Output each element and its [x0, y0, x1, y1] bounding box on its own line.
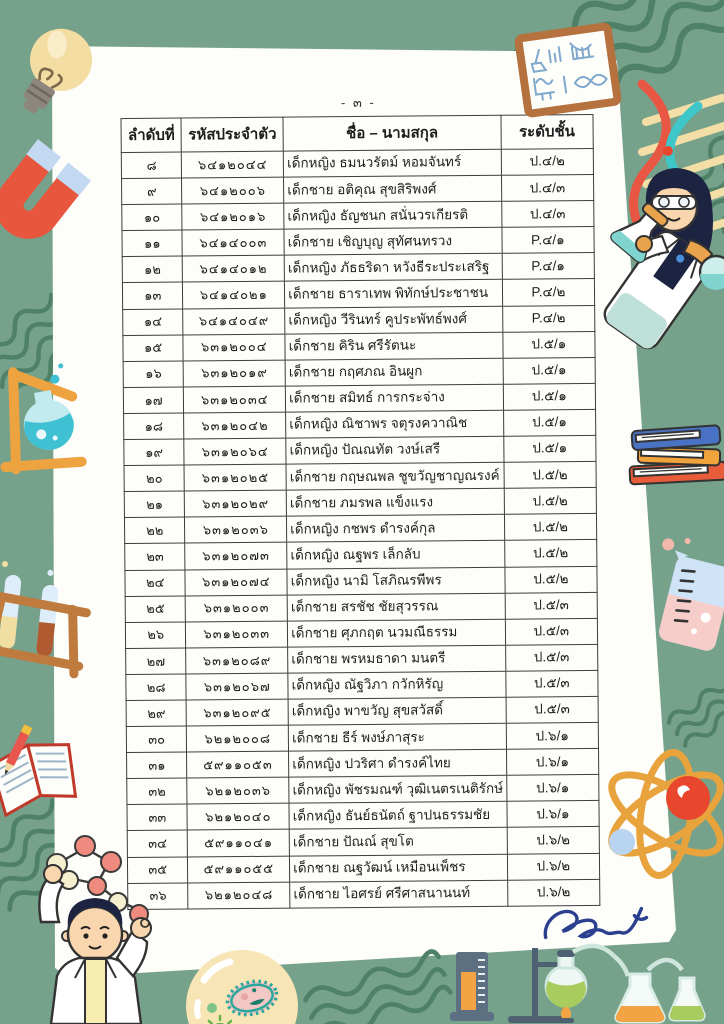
test-tube-rack-icon: [0, 551, 98, 677]
cell-index: ๒๒: [124, 517, 185, 544]
cell-grade: ป.๕/๒: [504, 488, 596, 515]
cell-student-name: เด็กหญิง พัชรมณฑ์ วุฒิเนตรเนติรักษ์: [289, 775, 507, 803]
cell-grade: ป.๕/๓: [506, 696, 598, 723]
table-row: [125, 618, 597, 648]
cell-student-id: ๖๔๑๒๐๑๖: [182, 203, 284, 230]
cell-index: ๒๕: [125, 596, 186, 623]
cell-grade: ป.๕/๑: [504, 435, 596, 462]
cell-student-name: เด็กชาย อติคุณ สุขสิริพงศ์: [284, 175, 502, 203]
cell-student-name: เด็กชาย ปัณณ์ สุขโต: [289, 828, 507, 856]
cell-student-id: ๖๔๑๒๐๐๖: [182, 177, 284, 204]
table-header-row: [121, 114, 593, 152]
book-stack-icon: [624, 416, 724, 490]
cell-index: ๒๓: [125, 543, 186, 570]
cell-student-id: ๖๓๑๒๐๒๕: [184, 464, 286, 491]
cell-student-id: ๖๓๑๒๐๐๔: [183, 334, 285, 361]
cell-student-id: ๕๙๑๑๐๕๕: [188, 856, 290, 883]
cell-student-id: ๖๔๑๔๐๐๓: [182, 229, 284, 256]
cell-grade: ป.๔/๓: [501, 175, 593, 202]
cell-index: ๒๘: [126, 674, 187, 701]
cell-student-name: เด็กหญิง ภัธธริดา หวังธีระประเสริฐ: [284, 254, 502, 282]
table-row: [125, 592, 597, 622]
cell-index: ๑๑: [122, 230, 183, 257]
cell-index: ๑๙: [124, 439, 185, 466]
cell-index: ๓๓: [127, 804, 188, 831]
cell-grade: ป.๕/๒: [504, 462, 596, 489]
female-scientist-icon: [604, 144, 724, 366]
cell-student-id: ๖๓๑๒๐๔๒: [184, 412, 286, 439]
cell-grade: P.๔/๑: [502, 227, 594, 254]
cell-student-id: ๖๓๑๒๐๓๔: [184, 386, 286, 413]
cell-student-name: เด็กชาย ณฐวัฒน์ เหมือนเพ็ชร: [290, 854, 508, 882]
table-row: [122, 201, 594, 231]
cell-index: ๒๔: [125, 570, 186, 597]
cell-student-name: เด็กชาย ธาราเทพ พิทักษ์ประชาชน: [285, 280, 503, 308]
cell-index: ๓๔: [127, 830, 188, 857]
cell-index: ๑๒: [122, 256, 183, 283]
cell-index: ๓๒: [127, 778, 188, 805]
cell-index: ๒๙: [126, 700, 187, 727]
cell-grade: P.๔/๒: [502, 279, 594, 306]
cell-student-name: เด็กชาย ภมรพล แข็งแรง: [286, 488, 504, 516]
atom-icon: [596, 736, 724, 892]
cell-grade: ป.๖/๑: [506, 749, 598, 776]
cell-student-id: ๖๓๑๒๐๗๓: [185, 543, 287, 570]
cell-student-id: ๖๔๑๔๐๒๑: [183, 282, 285, 309]
chemistry-lab-set-icon: [444, 948, 706, 1024]
cell-student-name: เด็กชาย สมิทธ์ การกระจ่าง: [285, 384, 503, 412]
cell-grade: ป.๕/๓: [505, 592, 597, 619]
cell-student-name: เด็กหญิง นามิ โสภิณรพีพร: [287, 567, 505, 595]
cell-index: ๑๘: [124, 413, 185, 440]
cell-grade: ป.๖/๒: [507, 827, 599, 854]
cell-student-name: เด็กหญิง กชพร ดำรงค์กุล: [287, 515, 505, 543]
table-row: [122, 279, 594, 309]
cell-student-name: เด็กหญิง ปวริศา ดำรงค์ไทย: [289, 749, 507, 777]
table-row: [126, 644, 598, 674]
cell-student-id: ๖๓๑๒๐๓๓: [186, 621, 288, 648]
cell-student-name: เด็กหญิง ธัญชนก สนั่นวรเกียรติ: [284, 201, 502, 229]
cell-student-name: เด็กชาย กฤษณพล ชูขวัญชาญณรงค์: [286, 462, 504, 490]
cell-student-name: เด็กชาย พรหมธาดา มนตรี: [288, 645, 506, 673]
table-row: [124, 462, 596, 492]
table-row: [123, 383, 595, 413]
cell-student-id: ๖๓๑๒๐๐๓: [186, 595, 288, 622]
table-row: [125, 540, 597, 570]
cell-student-name: เด็กหญิง พาขวัญ สุขสวัสดิ์: [288, 697, 506, 725]
cell-index: ๑๗: [123, 387, 184, 414]
table-row: [123, 357, 595, 387]
table-row: [126, 696, 598, 726]
cell-student-name: เด็กชาย ธีร์ พงษ์ภาสุระ: [288, 723, 506, 751]
table-row: [124, 514, 596, 544]
cell-index: ๒๑: [124, 491, 185, 518]
table-row: [121, 148, 593, 178]
cell-grade: ป.๕/๓: [505, 618, 597, 645]
table-row: [124, 488, 596, 518]
cell-index: ๘: [121, 152, 182, 179]
table-row: [127, 775, 599, 805]
cell-student-name: เด็กชาย คิริน ศรีรัตนะ: [285, 332, 503, 360]
cell-student-id: ๖๒๑๒๐๓๖: [187, 777, 289, 804]
cell-index: ๒๐: [124, 465, 185, 492]
cell-grade: ป.๔/๒: [501, 148, 593, 175]
cell-student-id: ๖๔๑๒๐๔๔: [182, 151, 284, 178]
cell-index: ๓๐: [126, 726, 187, 753]
cell-student-name: เด็กชาย สรชัช ชัยสุวรรณ: [287, 593, 505, 621]
cell-grade: ป.๕/๒: [504, 514, 596, 541]
cell-grade: ป.๖/๑: [507, 801, 599, 828]
cell-student-name: เด็กหญิง ธันย์ธนัตถ์ ฐาปนธรรมชัย: [289, 802, 507, 830]
table-row: [122, 227, 594, 257]
table-row: [127, 801, 599, 831]
student-table-body: [121, 148, 600, 909]
cell-index: ๒๗: [126, 648, 187, 675]
cell-index: ๑๓: [122, 283, 183, 310]
cell-grade: ป.๕/๑: [503, 331, 595, 358]
cell-student-id: ๖๓๑๒๐๑๙: [184, 360, 286, 387]
table-row: [125, 566, 597, 596]
cell-index: ๓๕: [127, 857, 188, 884]
cell-grade: ป.๕/๑: [503, 383, 595, 410]
cell-student-name: เด็กชาย เชิญบุญ สุทัศนทรวง: [284, 228, 502, 256]
cell-student-name: เด็กชาย ศุภกฤต นวมณีธรรม: [288, 619, 506, 647]
cell-index: ๙: [122, 178, 183, 205]
cell-student-name: เด็กชาย กฤศภณ อินผูก: [285, 358, 503, 386]
page-number: - ๓ -: [340, 94, 376, 111]
cell-student-id: ๖๓๑๒๐๖๗: [186, 673, 288, 700]
cell-student-name: เด็กหญิง วีรินทร์ คูประพัทธ์พงศ์: [285, 306, 503, 334]
cell-student-id: ๕๙๑๑๐๔๑: [188, 830, 290, 857]
cell-student-id: ๖๔๑๔๐๔๙: [183, 308, 285, 335]
col-header-grade: ระดับชั้น: [501, 114, 594, 149]
student-table: [120, 114, 600, 910]
cell-grade: ป.๖/๑: [506, 722, 598, 749]
cell-student-id: ๖๓๑๒๐๓๖: [185, 516, 287, 543]
science-whiteboard-icon: [514, 22, 623, 119]
cell-index: ๑๐: [122, 204, 183, 231]
cell-grade: ป.๕/๑: [503, 409, 595, 436]
table-row: [127, 749, 599, 779]
table-row: [124, 409, 596, 439]
cell-student-id: ๖๓๑๒๐๒๙: [185, 490, 287, 517]
cell-student-id: ๖๒๑๒๐๔๘: [188, 882, 290, 909]
cell-student-id: ๖๒๑๒๐๐๘: [187, 725, 289, 752]
cell-grade: ป.๖/๒: [507, 879, 599, 906]
table-row: [122, 175, 594, 205]
cell-student-name: เด็กหญิง ปัณณทัต วงษ์เสรี: [286, 436, 504, 464]
col-header-student-id: รหัสประจำตัว: [181, 117, 283, 152]
table-row: [123, 331, 595, 361]
cell-student-name: เด็กหญิง ธมนวรัตม์ หอมจันทร์: [283, 149, 501, 177]
cell-grade: P.๔/๒: [502, 305, 594, 332]
cell-student-name: เด็กหญิง ณิชาพร จตุรงควาณิช: [286, 410, 504, 438]
cell-student-id: ๖๔๑๔๐๑๒: [183, 256, 285, 283]
col-header-name: ชื่อ – นามสกุล: [283, 115, 501, 151]
cell-index: ๑๕: [123, 335, 184, 362]
table-row: [126, 722, 598, 752]
cell-grade: ป.๕/๓: [506, 670, 598, 697]
cell-index: ๒๖: [125, 622, 186, 649]
cell-grade: ป.๕/๒: [504, 540, 596, 567]
cell-student-id: ๖๓๑๒๐๘๙: [186, 647, 288, 674]
petri-dish-icon: [182, 946, 302, 1024]
col-header-index: ลำดับที่: [121, 118, 182, 153]
cell-student-name: เด็กชาย ไอศรย์ ศรีศาสนานนท์: [290, 880, 508, 908]
table-row: [124, 435, 596, 465]
cell-student-id: ๖๓๑๒๐๗๔: [185, 569, 287, 596]
cell-grade: ป.๕/๓: [505, 644, 597, 671]
cell-index: ๓๖: [128, 883, 189, 910]
cell-index: ๑๔: [123, 309, 184, 336]
cell-grade: P.๔/๑: [502, 253, 594, 280]
table-row: [127, 853, 599, 883]
cell-grade: ป.๖/๑: [506, 775, 598, 802]
cell-index: ๓๑: [127, 752, 188, 779]
cell-student-name: เด็กหญิง ณฐพร เล็กลับ: [287, 541, 505, 569]
cell-student-name: เด็กหญิง ณัฐวิภา กวักหิรัญ: [288, 671, 506, 699]
cell-grade: ป.๕/๑: [503, 357, 595, 384]
cell-grade: ป.๔/๓: [501, 201, 593, 228]
cell-student-id: ๖๒๑๒๐๔๐: [187, 803, 289, 830]
table-row: [122, 253, 594, 283]
cell-grade: ป.๖/๒: [507, 853, 599, 880]
cell-student-id: ๖๓๑๒๐๖๔: [184, 438, 286, 465]
cell-grade: ป.๕/๒: [505, 566, 597, 593]
male-scientist-molecule-icon: [5, 826, 191, 1024]
cell-student-id: ๕๙๑๑๐๕๓: [187, 751, 289, 778]
cell-index: ๑๖: [123, 361, 184, 388]
table-row: [126, 670, 598, 700]
table-row: [128, 879, 600, 909]
table-row: [123, 305, 595, 335]
cell-student-id: ๖๓๑๒๐๙๕: [186, 699, 288, 726]
table-row: [127, 827, 599, 857]
